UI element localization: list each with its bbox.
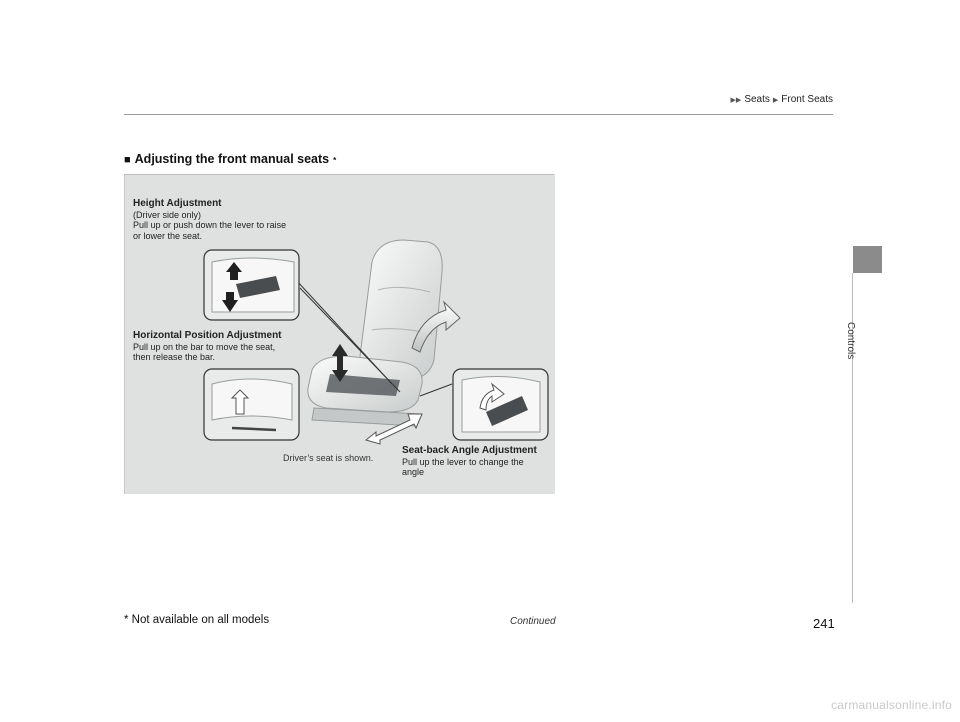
- page-number: 241: [813, 616, 835, 631]
- figure-caption: Driver’s seat is shown.: [283, 453, 374, 463]
- height-adjustment-title: Height Adjustment: [133, 198, 222, 209]
- chapter-label[interactable]: Controls: [845, 322, 856, 360]
- horizontal-adjustment-line1: Pull up on the bar to move the seat,: [133, 341, 276, 352]
- height-adjustment-line2: or lower the seat.: [133, 230, 203, 241]
- seatback-adjustment-title: Seat-back Angle Adjustment: [402, 445, 537, 456]
- footnote-asterisk: *: [333, 156, 337, 165]
- horizontal-adjustment-label: [133, 331, 282, 363]
- section-title-text: Adjusting the front manual seats: [134, 152, 330, 166]
- footnote: * Not available on all models: [124, 614, 270, 626]
- seatback-adjustment-line2: angle: [402, 467, 425, 477]
- height-adjustment-note: (Driver side only): [133, 209, 202, 220]
- seatback-adjustment-label: [402, 446, 537, 478]
- breadcrumb-item-seats[interactable]: Seats: [744, 94, 770, 105]
- continued-label: Continued: [510, 616, 556, 627]
- horizontal-bar-inset: [204, 369, 299, 440]
- arrow-separator-icon: ▶: [772, 96, 779, 104]
- horizontal-adjustment-line2: then release the bar.: [133, 352, 216, 362]
- watermark: carmanualsonline.info: [831, 698, 952, 712]
- height-adjustment-label: [133, 199, 286, 241]
- height-lever-inset: [204, 250, 299, 320]
- seatback-adjustment-line1: Pull up the lever to change the: [402, 456, 524, 467]
- breadcrumb-item-front-seats[interactable]: Front Seats: [781, 94, 833, 105]
- height-adjustment-line1: Pull up or push down the lever to raise: [133, 220, 287, 230]
- horizontal-adjustment-title: Horizontal Position Adjustment: [133, 330, 282, 341]
- seatback-lever-inset: [453, 369, 548, 440]
- double-arrow-icon: ▶▶: [730, 96, 742, 104]
- section-marker-icon: ■: [124, 154, 131, 166]
